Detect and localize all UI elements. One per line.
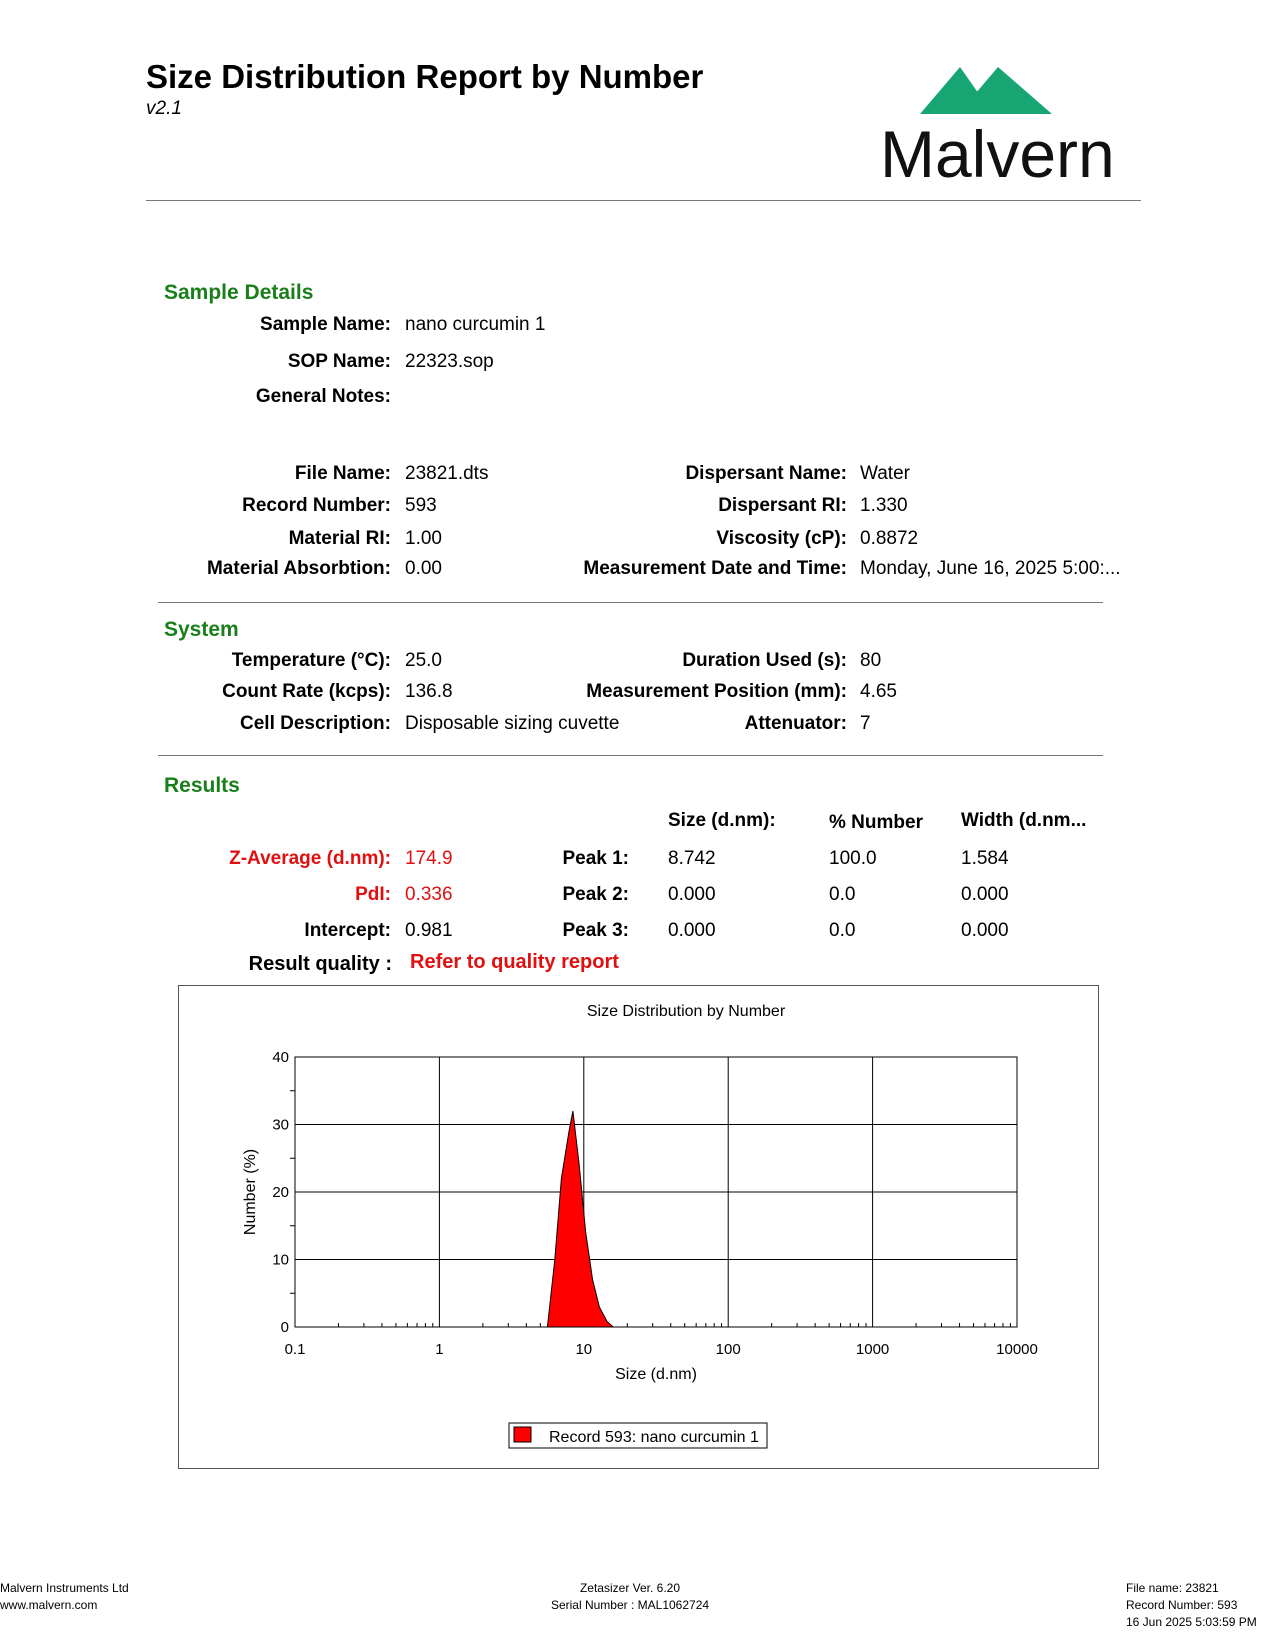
measurement-datetime-label: Measurement Date and Time: (583, 558, 847, 579)
peak-2-width: 0.000 (961, 884, 1009, 905)
peak-1-width: 1.584 (961, 848, 1009, 869)
count-rate-value: 136.8 (405, 681, 453, 702)
x-tick-label: 1 (435, 1341, 444, 1358)
section-system: System (164, 618, 239, 641)
material-ri-value: 1.00 (405, 528, 442, 549)
report-title: Size Distribution Report by Number (146, 58, 704, 95)
footer-record-number: Record Number: 593 (1126, 1598, 1238, 1612)
file-name-value: 23821.dts (405, 463, 489, 484)
viscosity-value: 0.8872 (860, 528, 919, 549)
footer-website: www.malvern.com (0, 1598, 98, 1612)
section-divider (158, 755, 1103, 756)
peak-2-size: 0.000 (668, 884, 716, 905)
measurement-datetime-value: Monday, June 16, 2025 5:00:... (860, 558, 1121, 579)
peak-1-number: 100.0 (829, 848, 877, 869)
duration-label: Duration Used (s): (682, 650, 847, 671)
record-number-label: Record Number: (242, 495, 391, 516)
size-distribution-chart (178, 985, 1099, 1469)
x-tick-label: 10000 (996, 1341, 1038, 1358)
y-tick-label: 40 (272, 1049, 289, 1066)
dispersant-name-label: Dispersant Name: (685, 463, 847, 484)
cell-description-label: Cell Description: (240, 713, 391, 734)
peak-3-size: 0.000 (668, 920, 716, 941)
position-label: Measurement Position (mm): (586, 681, 847, 702)
col-header-number: % Number (829, 812, 923, 833)
footer-right (1126, 1580, 1257, 1631)
intercept-label: Intercept: (304, 920, 391, 941)
y-axis-label: Number (%) (242, 1148, 259, 1236)
footer-file-name: File name: 23821 (1126, 1581, 1219, 1595)
malvern-logo (880, 62, 1120, 182)
col-header-size: Size (d.nm): (668, 810, 776, 831)
x-tick-label: 1000 (855, 1341, 890, 1358)
footer-left (0, 1580, 129, 1614)
col-header-width: Width (d.nm... (961, 810, 1087, 831)
sop-name-label: SOP Name: (287, 351, 391, 372)
intercept-value: 0.981 (405, 920, 453, 941)
sop-name-value: 22323.sop (405, 351, 494, 372)
logo-text: Malvern (880, 117, 1115, 182)
peak-2-number: 0.0 (829, 884, 856, 905)
y-tick-label: 0 (280, 1319, 289, 1336)
z-average-label: Z-Average (d.nm): (229, 848, 391, 869)
footer-serial: Serial Number : MAL1062724 (550, 1598, 710, 1612)
attenuator-value: 7 (860, 713, 871, 734)
pdi-value: 0.336 (405, 884, 453, 905)
cell-description-value: Disposable sizing cuvette (405, 713, 620, 734)
footer-company: Malvern Instruments Ltd (0, 1581, 129, 1595)
report-version: v2.1 (146, 98, 182, 119)
dispersant-ri-value: 1.330 (860, 495, 908, 516)
section-sample-details: Sample Details (164, 281, 314, 304)
peak-3-label: Peak 3: (562, 920, 629, 941)
material-ri-label: Material RI: (288, 528, 391, 549)
z-average-value: 174.9 (405, 848, 453, 869)
section-results: Results (164, 774, 240, 797)
peak-1-size: 8.742 (668, 848, 716, 869)
peak-1-label: Peak 1: (562, 848, 629, 869)
chart-svg (179, 986, 1098, 1468)
viscosity-label: Viscosity (cP): (716, 528, 847, 549)
section-divider (158, 602, 1103, 603)
attenuator-label: Attenuator: (744, 713, 847, 734)
x-tick-label: 0.1 (284, 1341, 306, 1358)
temperature-label: Temperature (°C): (231, 650, 391, 671)
y-tick-label: 10 (272, 1251, 289, 1269)
legend-label: Record 593: nano curcumin 1 (549, 1429, 759, 1446)
dispersant-name-value: Water (860, 463, 910, 484)
footer-center (550, 1580, 710, 1614)
y-tick-label: 30 (272, 1116, 289, 1134)
file-name-label: File Name: (294, 463, 391, 484)
result-quality-label: Result quality : (248, 953, 392, 975)
peak-3-number: 0.0 (829, 920, 856, 941)
peak-2-label: Peak 2: (562, 884, 629, 905)
x-tick-label: 10 (575, 1341, 593, 1358)
material-absorbtion-value: 0.00 (405, 558, 442, 579)
peak-3-width: 0.000 (961, 920, 1009, 941)
dispersant-ri-label: Dispersant RI: (718, 495, 847, 516)
footer-date: 16 Jun 2025 5:03:59 PM (1126, 1615, 1257, 1629)
position-value: 4.65 (860, 681, 897, 702)
x-tick-label: 100 (715, 1341, 741, 1358)
record-number-value: 593 (405, 495, 437, 516)
duration-value: 80 (860, 650, 882, 671)
sample-name-label: Sample Name: (260, 314, 391, 335)
result-quality-value: Refer to quality report (410, 951, 619, 973)
header-divider (146, 200, 1141, 201)
chart-title: Size Distribution by Number (586, 1003, 786, 1020)
legend-swatch (514, 1427, 531, 1442)
material-absorbtion-label: Material Absorbtion: (206, 558, 391, 579)
series-area (382, 1111, 1017, 1327)
footer-software: Zetasizer Ver. 6.20 (579, 1581, 681, 1595)
general-notes-label: General Notes: (255, 386, 391, 407)
pdi-label: PdI: (355, 884, 391, 905)
sample-name-value: nano curcumin 1 (405, 314, 546, 335)
y-tick-label: 20 (272, 1184, 289, 1201)
logo-mountains-icon (880, 62, 1120, 182)
count-rate-label: Count Rate (kcps): (222, 681, 391, 702)
temperature-value: 25.0 (405, 650, 442, 671)
x-axis-label: Size (d.nm) (615, 1366, 697, 1383)
